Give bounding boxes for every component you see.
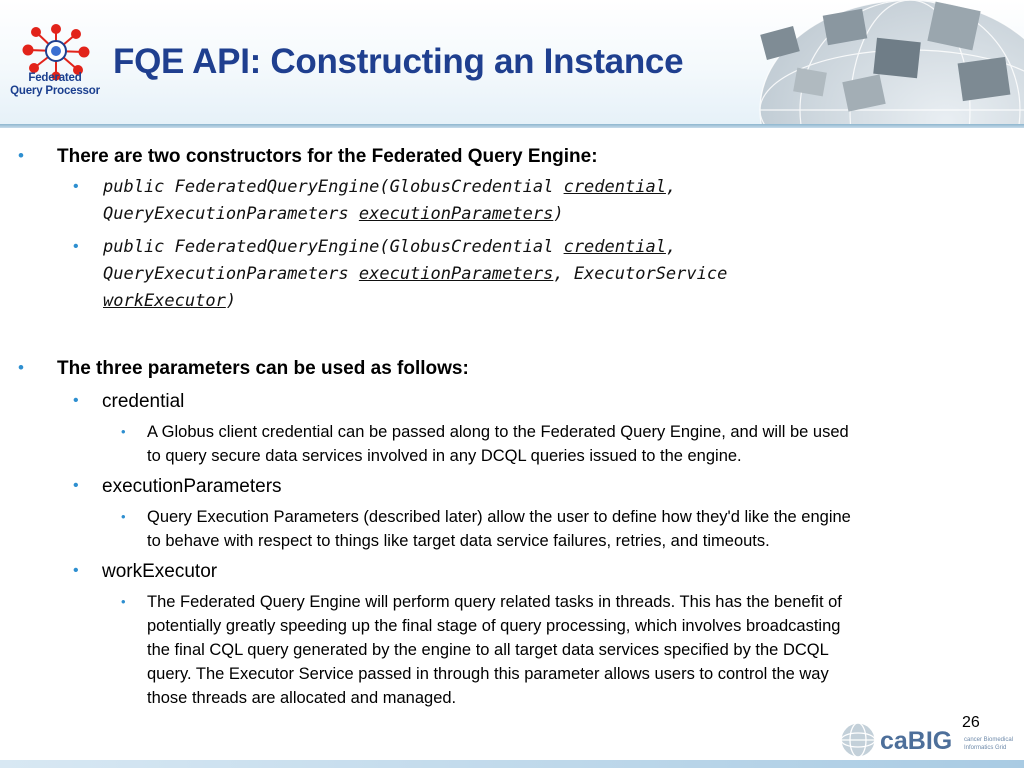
credential-desc-line-2: to query secure data services involved in any DCQL queries issued to the engine. bbox=[147, 447, 742, 465]
constructor-1-line-1: public FederatedQueryEngine(GlobusCredential credential, bbox=[103, 177, 677, 197]
param-execution-parameters: executionParameters bbox=[358, 264, 554, 284]
constructor-2-line-3: workExecutor) bbox=[103, 291, 237, 311]
bullet-dot-icon: • bbox=[73, 392, 79, 409]
execution-parameters-desc-line-1: Query Execution Parameters (described later) allow the user to define how they'd like the engine bbox=[147, 508, 851, 526]
bullet-dot-icon: • bbox=[121, 594, 126, 609]
bullet-dot-icon: • bbox=[121, 509, 126, 524]
param-credential: credential bbox=[563, 177, 666, 197]
work-executor-desc-line-2: potentially greatly speeding up the final stage of query processing, which involves broadcasting bbox=[147, 617, 841, 635]
footer-bar bbox=[0, 760, 1024, 768]
constructor-2-line-1: public FederatedQueryEngine(GlobusCredential credential, bbox=[103, 237, 677, 257]
credential-desc-line-1: A Globus client credential can be passed along to the Federated Query Engine, and will be used bbox=[147, 423, 849, 441]
work-executor-desc-line-4: query. The Executor Service passed in through this parameter allows users to control the way bbox=[147, 665, 829, 683]
cabig-tagline-2: Informatics Grid bbox=[964, 745, 1007, 751]
page-number: 26 bbox=[962, 714, 980, 731]
bullet-dot-icon: • bbox=[73, 562, 79, 579]
param-credential: credential bbox=[563, 237, 666, 257]
bullet-dot-icon: • bbox=[121, 424, 126, 439]
param-heading-credential: credential bbox=[102, 391, 185, 412]
param-heading-execution-parameters: executionParameters bbox=[102, 476, 282, 497]
bullet-dot-icon: • bbox=[73, 238, 79, 255]
slide-title: FQE API: Constructing an Instance bbox=[113, 42, 684, 81]
bullet-parameters: The three parameters can be used as follows: bbox=[57, 358, 469, 379]
work-executor-desc-line-5: those threads are allocated and managed. bbox=[147, 689, 457, 707]
cabig-wordmark: caBIG bbox=[880, 727, 953, 755]
work-executor-desc-line-1: The Federated Query Engine will perform query related tasks in threads. This has the benefit of bbox=[147, 593, 842, 611]
work-executor-desc-line-3: the final CQL query generated by the engine to all target data services specified by the DCQL bbox=[147, 641, 829, 659]
param-work-executor: workExecutor bbox=[103, 291, 226, 311]
execution-parameters-desc-line-2: to behave with respect to things like target data service failures, retries, and timeouts. bbox=[147, 532, 770, 550]
bullet-constructors: There are two constructors for the Federated Query Engine: bbox=[57, 146, 598, 167]
globe-image-collage-icon bbox=[735, 0, 1024, 124]
cabig-logo bbox=[838, 720, 1024, 760]
param-heading-work-executor: workExecutor bbox=[102, 561, 218, 582]
param-execution-parameters: executionParameters bbox=[358, 204, 554, 224]
logo-text-query-processor: Query Processor bbox=[10, 85, 100, 97]
constructor-2-line-2: QueryExecutionParameters executionParameters, ExecutorService bbox=[103, 264, 728, 284]
logo-text-federated: Federated bbox=[28, 72, 82, 84]
cabig-tagline-1: cancer Biomedical bbox=[964, 737, 1014, 743]
header-divider bbox=[0, 124, 1024, 128]
constructor-1-line-2: QueryExecutionParameters executionParameters) bbox=[103, 204, 564, 224]
bullet-dot-icon: • bbox=[73, 178, 79, 195]
bullet-dot-icon: • bbox=[73, 477, 79, 494]
bullet-dot-icon: • bbox=[18, 358, 24, 377]
bullet-dot-icon: • bbox=[18, 146, 24, 165]
